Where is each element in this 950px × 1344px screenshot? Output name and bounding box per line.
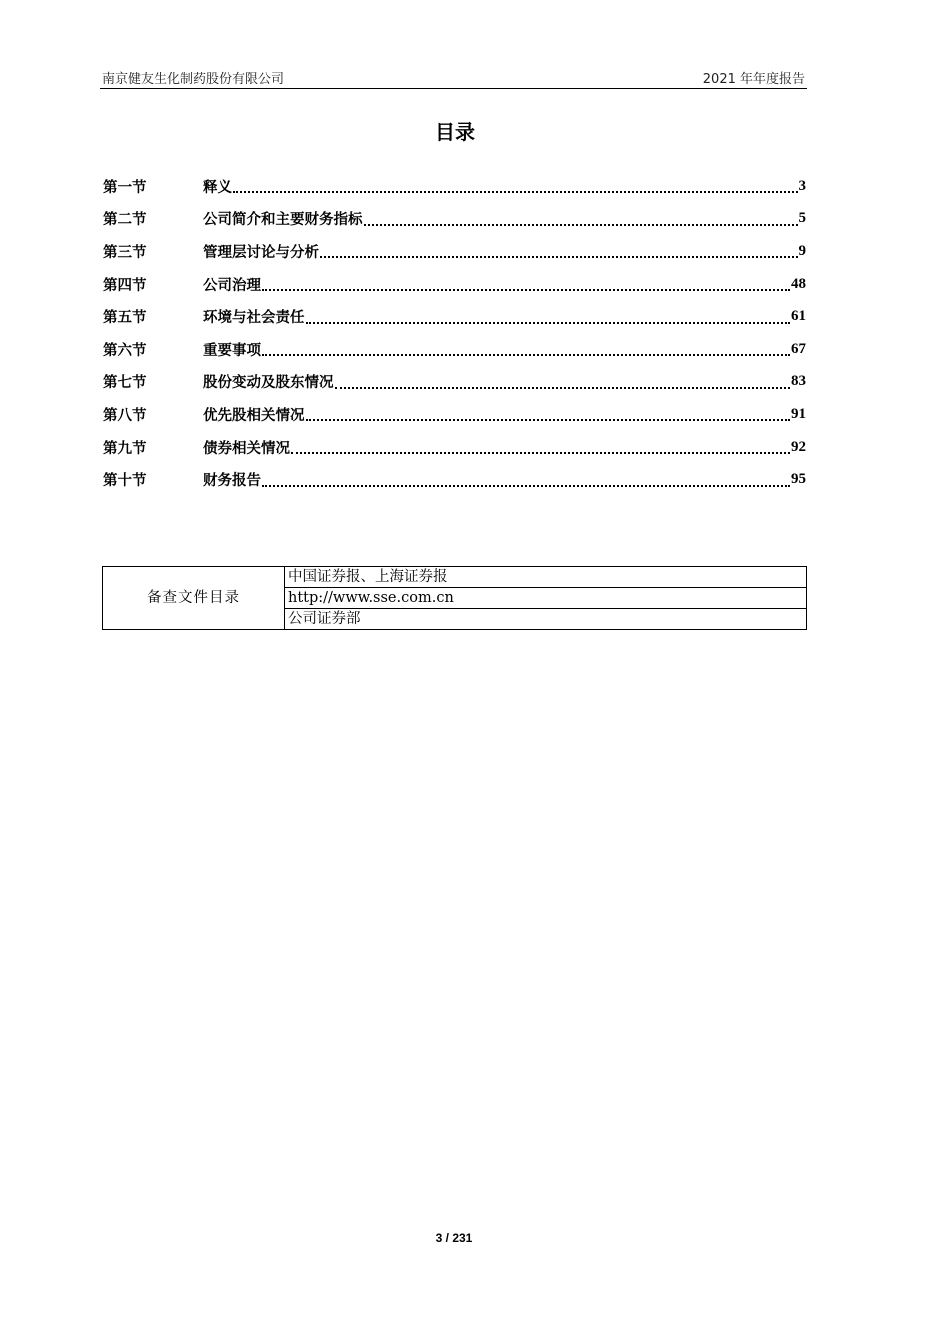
toc-title: 重要事项 [203,342,261,359]
toc-title: 管理层讨论与分析 [203,244,319,261]
toc-entry[interactable] [103,235,806,268]
toc-leader [335,373,791,389]
toc-title: 公司治理 [203,277,261,294]
reference-item: 中国证券报、上海证券报 [285,567,807,588]
toc-section: 第八节 [103,407,147,424]
toc-page: 9 [798,242,806,259]
toc-section: 第二节 [103,212,147,229]
toc-entry[interactable] [103,203,806,236]
toc-title: 股份变动及股东情况 [203,375,334,392]
toc-leader [291,438,790,454]
toc-entry[interactable] [103,431,806,464]
toc-section: 第十节 [103,473,147,490]
toc-page: 3 [798,177,806,194]
toc-entry[interactable] [103,300,806,333]
reference-table-label: 备查文件目录 [103,567,285,630]
toc-page: 61 [791,308,806,325]
toc-leader [262,340,790,356]
toc-title: 优先股相关情况 [203,407,305,424]
toc-page: 48 [791,275,806,292]
toc-title: 环境与社会责任 [203,310,305,327]
toc-leader [306,405,791,421]
toc-leader [364,210,798,226]
toc-leader [306,308,791,324]
toc-page: 5 [798,210,806,227]
table-of-contents [103,170,806,496]
toc-entry[interactable] [103,398,806,431]
toc-page: 92 [791,438,806,455]
toc-section: 第九节 [103,440,147,457]
toc-section: 第三节 [103,244,147,261]
toc-leader [262,275,790,291]
toc-leader [262,471,790,487]
toc-entry[interactable] [103,170,806,203]
header-report: 2021 年年度报告 [702,72,805,87]
header-company: 南京健友生化制药股份有限公司 [102,72,285,87]
toc-page: 83 [791,373,806,390]
toc-entry[interactable] [103,463,806,496]
reference-item-url[interactable]: http://www.sse.com.cn [285,588,807,609]
toc-title: 公司简介和主要财务指标 [203,212,363,229]
toc-page: 95 [791,471,806,488]
toc-page: 67 [791,340,806,357]
toc-section: 第四节 [103,277,147,294]
page-number: 3 / 231 [435,1231,473,1245]
toc-leader [233,177,798,193]
toc-section: 第五节 [103,310,147,327]
toc-leader [320,242,798,258]
toc-entry[interactable] [103,333,806,366]
toc-page: 91 [791,405,806,422]
toc-section: 第一节 [103,179,147,196]
toc-title: 债券相关情况 [203,440,290,457]
reference-documents-table [102,566,807,630]
reference-item: 公司证券部 [285,609,807,630]
page-title: 目录 [435,120,475,144]
toc-title: 释义 [203,179,232,196]
toc-section: 第七节 [103,375,147,392]
toc-entry[interactable] [103,366,806,399]
toc-section: 第六节 [103,342,147,359]
toc-title: 财务报告 [203,473,261,490]
toc-entry[interactable] [103,268,806,301]
page-header [100,66,807,89]
